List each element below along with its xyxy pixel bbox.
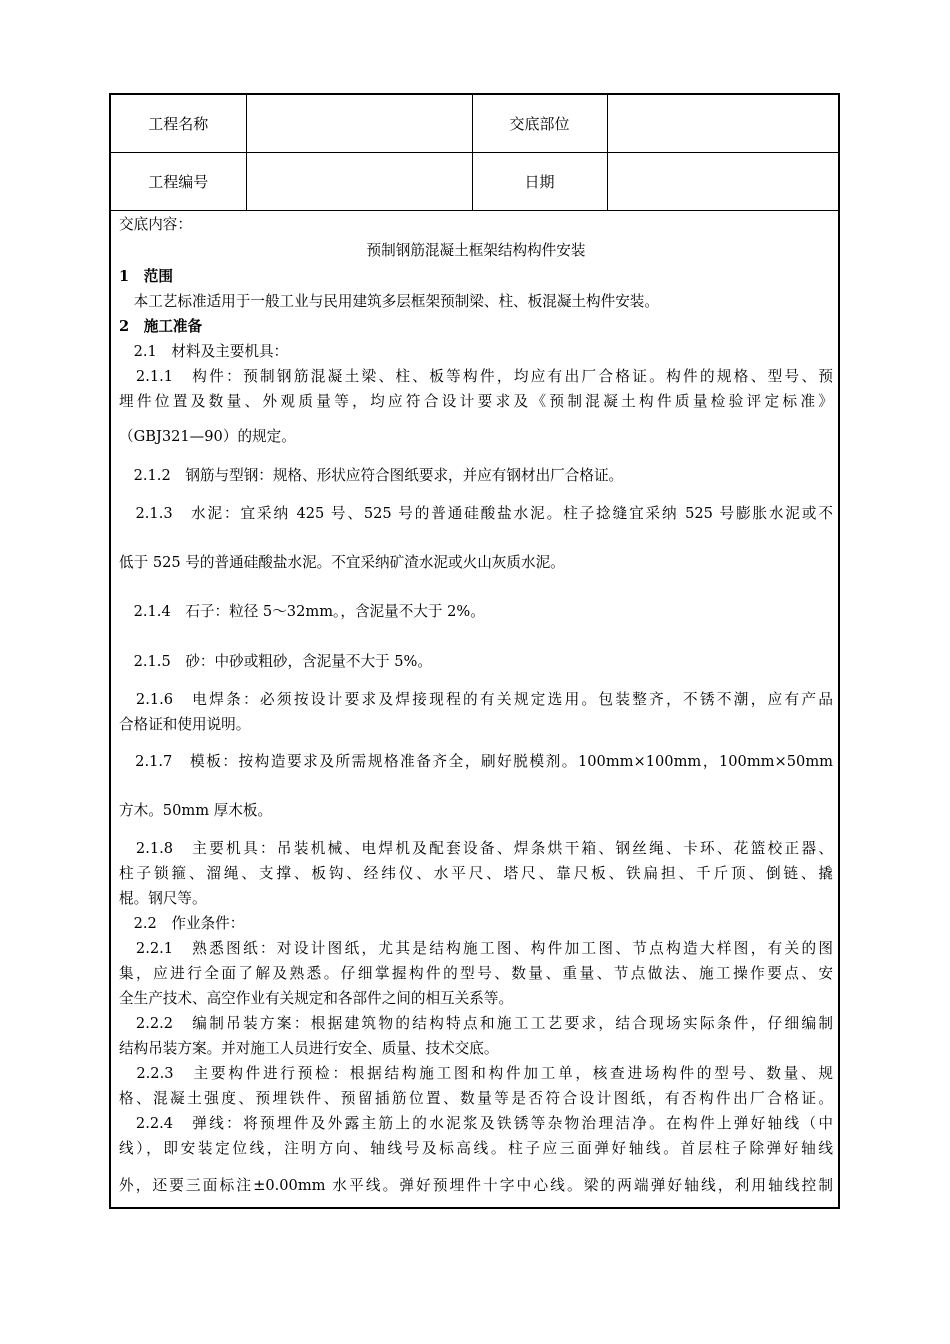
paragraph-line: 集，应进行全面了解及熟悉。仔细掌握构件的型号、数量、重量、节点做法、施工操作要点、安 bbox=[119, 965, 833, 982]
paragraph-line: 本工艺标准适用于一般工业与民用建筑多层框架预制梁、柱、板混凝土构件安装。 bbox=[119, 293, 659, 310]
paragraph-line: 2.2.3 主要构件进行预检：根据结构施工图和构件加工单，核查进场构件的型号、数量、规 bbox=[119, 1065, 833, 1082]
paragraph-line: 2.1.3 水泥：宜采纳 425 号、525 号的普通硅酸盐水泥。柱子捻缝宜采纳 525 号膨胀水泥或不 bbox=[119, 505, 833, 522]
paragraph-line: 2.2 作业条件： bbox=[119, 915, 245, 932]
paragraph-line: 2.1.5 砂：中砂或粗砂，含泥量不大于 5%。 bbox=[119, 653, 433, 670]
paragraph-line: 2.1.1 构件：预制钢筋混凝土梁、柱、板等构件，均应有出厂合格证。构件的规格、型号、预 bbox=[119, 368, 833, 385]
paragraph-line: 2.2.2 编制吊装方案：根据建筑物的结构特点和施工工艺要求，结合现场实际条件，仔细编制 bbox=[119, 1015, 833, 1032]
paragraph-line: 结构吊装方案。并对施工人员进行安全、质量、技术交底。 bbox=[119, 1040, 499, 1057]
section-heading: 1 范围 bbox=[119, 268, 173, 285]
project-number-field[interactable] bbox=[246, 153, 472, 211]
paragraph-line: 2.1.7 模板：按构造要求及所需规格准备齐全，刷好脱模剂。100mm×100mm，100mm×50mm bbox=[119, 753, 833, 770]
section-heading: 2 施工准备 bbox=[119, 318, 203, 335]
paragraph-line: 2.1.4 石子：粒径 5～32mm。，含泥量不大于 2%。 bbox=[119, 603, 485, 620]
date-field[interactable] bbox=[607, 153, 838, 211]
project-number-label: 工程编号 bbox=[111, 153, 246, 211]
paragraph-line: 埋件位置及数量、外观质量等，均应符合设计要求及《预制混凝土构件质量检验评定标准》 bbox=[119, 393, 833, 410]
content-label: 交底内容： bbox=[119, 216, 192, 233]
paragraph-line: 低于 525 号的普通硅酸盐水泥。不宜采纳矿渣水泥或火山灰质水泥。 bbox=[119, 554, 565, 571]
paragraph-line: 棍。钢尺等。 bbox=[119, 890, 207, 907]
paragraph-line: 2.1.6 电焊条：必须按设计要求及焊接现程的有关规定选用。包装整齐，不锈不潮，应有产品 bbox=[119, 691, 833, 708]
paragraph-line: 合格证和使用说明。 bbox=[119, 716, 251, 733]
project-name-field[interactable] bbox=[246, 95, 472, 153]
paragraph-line: 2.1.2 钢筋与型钢：规格、形状应符合图纸要求，并应有钢材出厂合格证。 bbox=[119, 467, 624, 484]
paragraph-line: 2.1.8 主要机具：吊装机械、电焊机及配套设备、焊条烘干箱、钢丝绳、卡环、花篮校正器、 bbox=[119, 840, 833, 857]
paragraph-line: 线），即安装定位线，注明方向、轴线号及标高线。柱子应三面弹好轴线。首层柱子除弹好轴线 bbox=[119, 1140, 833, 1157]
project-name-label: 工程名称 bbox=[111, 95, 246, 153]
header-row-2 bbox=[111, 153, 838, 211]
paragraph-line: 外，还要三面标注±0.00mm 水平线。弹好预埋件十字中心线。梁的两端弹好轴线，利用轴线控制 bbox=[119, 1177, 833, 1194]
paragraph-line: 2.1 材料及主要机具： bbox=[119, 343, 289, 360]
document-frame bbox=[109, 93, 840, 1209]
document-title: 预制钢筋混凝土框架结构构件安装 bbox=[366, 242, 586, 259]
paragraph-line: 柱子锁箍、溜绳、支撑、板钩、经纬仪、水平尺、塔尺、靠尺板、铁扁担、千斤顶、倒链、撬 bbox=[119, 865, 833, 882]
header-table bbox=[111, 95, 838, 211]
header-row-1 bbox=[111, 95, 838, 153]
handover-part-label: 交底部位 bbox=[472, 95, 607, 153]
date-label: 日期 bbox=[472, 153, 607, 211]
paragraph-line: 2.2.1 熟悉图纸：对设计图纸，尤其是结构施工图、构件加工图、节点构造大样图，有关的图 bbox=[119, 940, 833, 957]
paragraph-line: 2.2.4 弹线：将预埋件及外露主筋上的水泥浆及铁锈等杂物治理洁净。在构件上弹好轴线（中 bbox=[119, 1115, 833, 1132]
handover-part-field[interactable] bbox=[607, 95, 838, 153]
paragraph-line: 方木。50mm 厚木板。 bbox=[119, 802, 273, 819]
paragraph-line: （GBJ321—90）的规定。 bbox=[119, 428, 296, 445]
paragraph-line: 全生产技术、高空作业有关规定和各部件之间的相互关系等。 bbox=[119, 990, 514, 1007]
paragraph-line: 格、混凝土强度、预埋铁件、预留插筋位置、数量等是否符合设计图纸，有否构件出厂合格证。 bbox=[119, 1090, 833, 1107]
